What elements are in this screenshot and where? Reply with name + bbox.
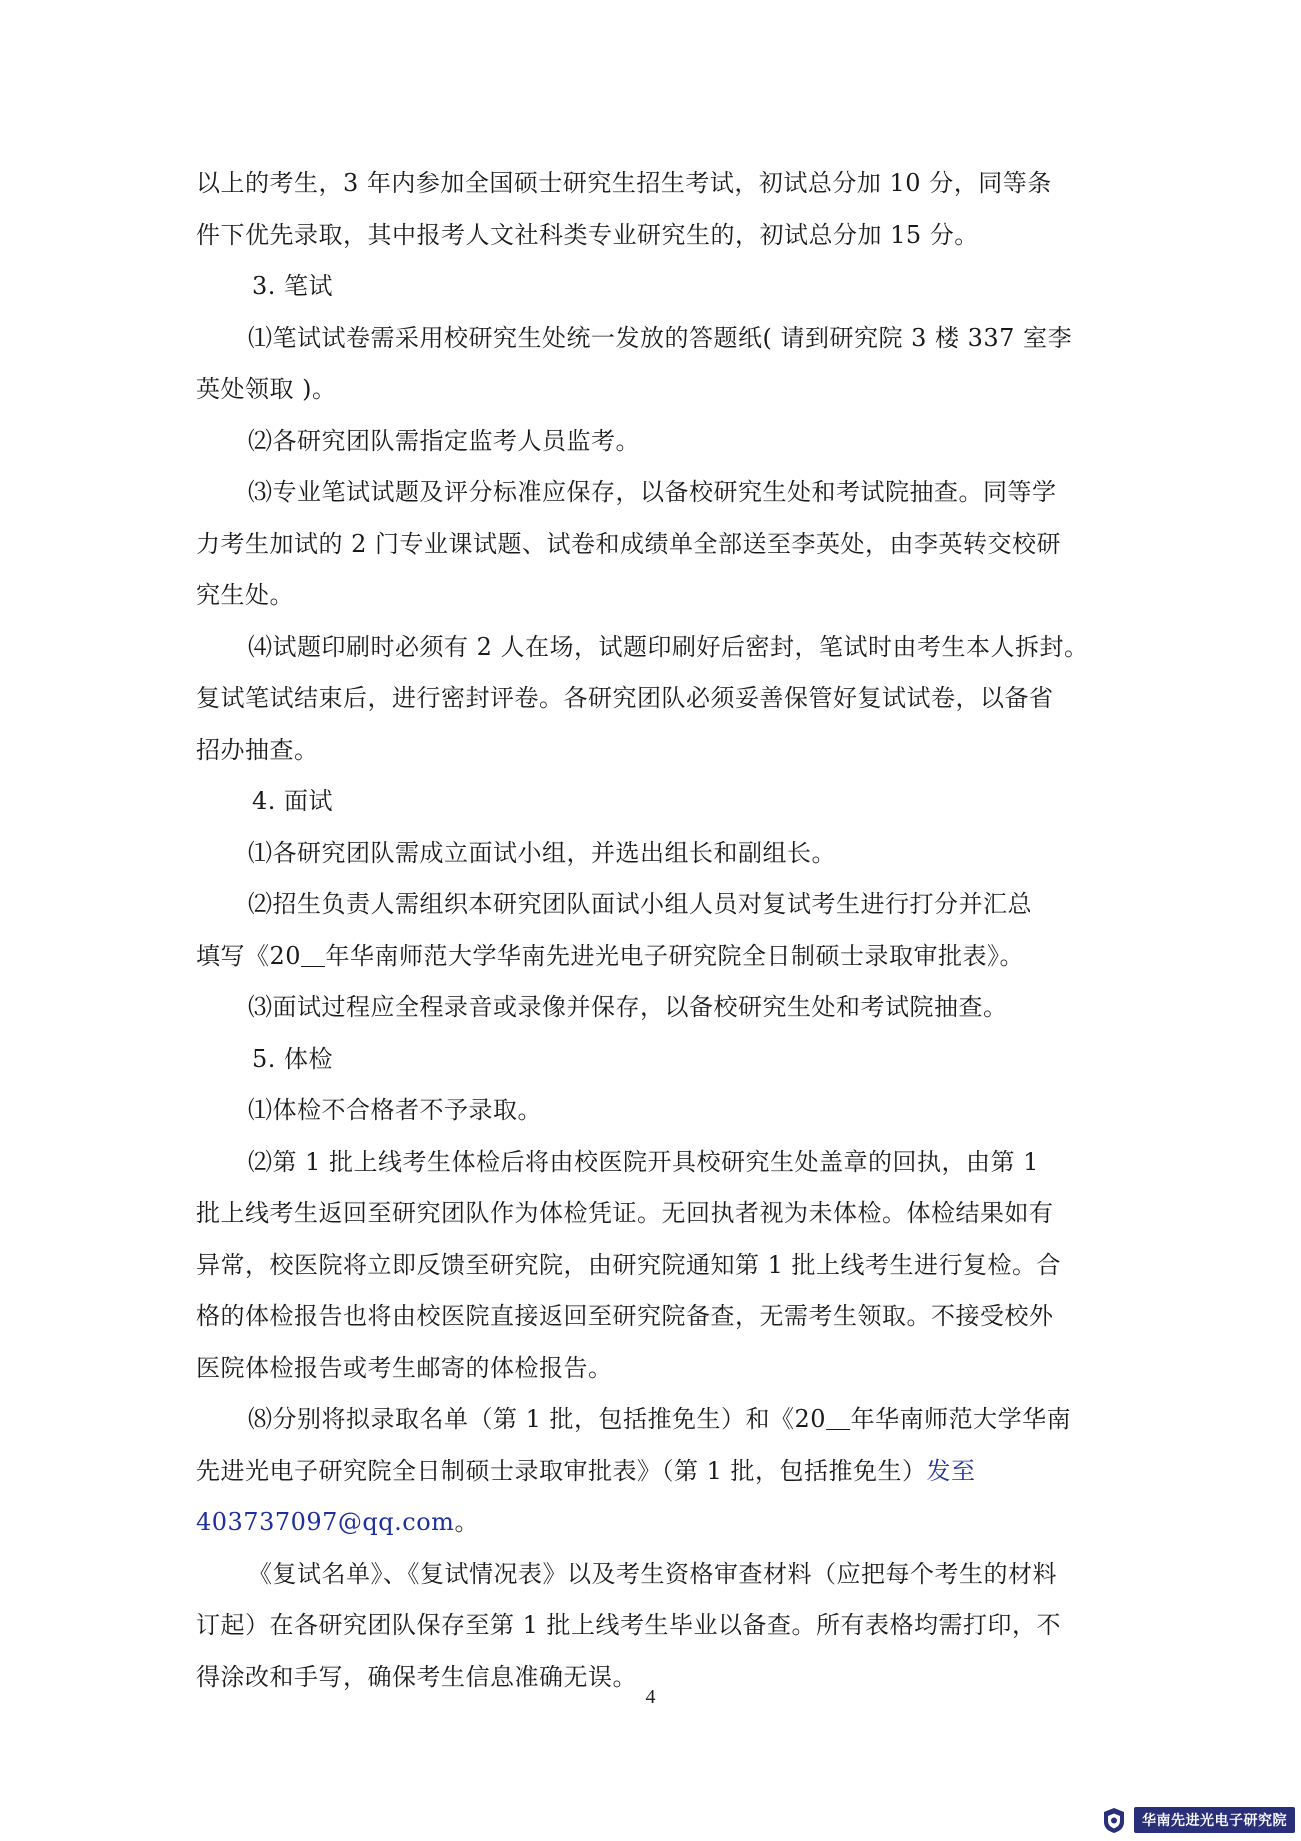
text-line bbox=[196, 261, 1106, 313]
text-line bbox=[196, 210, 1106, 262]
line-text: ⑵各研究团队需指定监考人员监考。 bbox=[248, 426, 640, 455]
institute-logo-icon bbox=[1100, 1806, 1128, 1834]
line-tail: 。 bbox=[454, 1508, 479, 1536]
page-number: 4 bbox=[645, 1686, 656, 1708]
text-line bbox=[196, 982, 1106, 1034]
text-line bbox=[196, 1394, 1106, 1446]
line-text: ⑶专业笔试试题及评分标准应保存，以备校研究生处和考试院抽查。同等学 bbox=[248, 478, 1057, 506]
text-line bbox=[196, 725, 1106, 777]
line-text: ⑻分别将拟录取名单（第 1 批，包括推免生）和《20＿年华南师范大学华南 bbox=[248, 1405, 1072, 1433]
line-text: 件下优先录取，其中报考人文社科类专业研究生的，初试总分加 15 分。 bbox=[196, 220, 979, 249]
text-line bbox=[196, 1034, 1106, 1086]
line-text: 以上的考生，3 年内参加全国硕士研究生招生考试，初试总分加 10 分，同等条 bbox=[196, 169, 1052, 197]
line-text: ⑴体检不合格者不予录取。 bbox=[248, 1096, 542, 1124]
line-text: 格的体检报告也将由校医院直接返回至研究院备查，无需考生领取。不接受校外 bbox=[196, 1302, 1054, 1330]
text-line bbox=[196, 931, 1106, 983]
text-line bbox=[196, 1343, 1106, 1395]
text-line bbox=[196, 1446, 1106, 1498]
line-text: ⑴笔试试卷需采用校研究生处统一发放的答题纸( 请到研究院 3 楼 337 室李 bbox=[248, 323, 1073, 352]
email-link[interactable]: 403737097@qq.com bbox=[196, 1508, 455, 1536]
text-line bbox=[196, 1600, 1106, 1652]
text-line bbox=[196, 673, 1106, 725]
text-line bbox=[196, 416, 1106, 468]
line-text: 3. 笔试 bbox=[252, 272, 334, 300]
line-text: 复试笔试结束后，进行密封评卷。各研究团队必须妥善保管好复试试卷，以备省 bbox=[196, 684, 1054, 712]
text-line bbox=[196, 622, 1106, 674]
text-line bbox=[196, 1188, 1106, 1240]
line-text: 订起）在各研究团队保存至第 1 批上线考生毕业以备查。所有表格均需打印，不 bbox=[196, 1611, 1062, 1639]
line-text: 究生处。 bbox=[196, 581, 294, 609]
text-line bbox=[196, 364, 1106, 416]
line-text: ⑵第 1 批上线考生体检后将由校医院开具校研究生处盖章的回执，由第 1 bbox=[248, 1147, 1039, 1176]
line-text: 批上线考生返回至研究团队作为体检凭证。无回执者视为未体检。体检结果如有 bbox=[196, 1199, 1054, 1227]
text-line bbox=[196, 1240, 1106, 1292]
email-link-prefix[interactable]: 发至 bbox=[926, 1456, 976, 1485]
text-line bbox=[196, 879, 1106, 931]
text-line bbox=[196, 158, 1106, 210]
line-text: 填写《20＿年华南师范大学华南先进光电子研究院全日制硕士录取审批表》。 bbox=[196, 941, 1025, 970]
line-text: 4. 面试 bbox=[252, 787, 334, 815]
text-line bbox=[196, 776, 1106, 828]
text-line bbox=[196, 519, 1106, 571]
line-text: 力考生加试的 2 门专业课试题、试卷和成绩单全部送至李英处，由李英转交校研 bbox=[196, 529, 1062, 558]
text-line bbox=[196, 1085, 1106, 1137]
line-text: 5. 体检 bbox=[252, 1044, 334, 1073]
line-text: 医院体检报告或考生邮寄的体检报告。 bbox=[196, 1353, 613, 1382]
line-text: ⑶面试过程应全程录音或录像并保存，以备校研究生处和考试院抽查。 bbox=[248, 993, 1008, 1021]
body-text bbox=[196, 158, 1106, 1703]
line-text: 先进光电子研究院全日制硕士录取审批表》（第 1 批，包括推免生） bbox=[196, 1456, 927, 1485]
text-line bbox=[196, 1549, 1106, 1601]
line-text: 《复试名单》、《复试情况表》以及考生资格审查材料（应把每个考生的材料 bbox=[248, 1559, 1057, 1588]
line-text: 异常，校医院将立即反馈至研究院，由研究院通知第 1 批上线考生进行复检。合 bbox=[196, 1250, 1062, 1279]
footer-logo-text: 华南先进光电子研究院 bbox=[1134, 1807, 1295, 1833]
line-text: ⑵招生负责人需组织本研究团队面试小组人员对复试考生进行打分并汇总 bbox=[248, 890, 1032, 918]
line-text: ⑴各研究团队需成立面试小组，并选出组长和副组长。 bbox=[248, 838, 836, 867]
text-line bbox=[196, 1497, 1106, 1549]
text-line bbox=[196, 570, 1106, 622]
footer-logo bbox=[1100, 1805, 1295, 1835]
text-line bbox=[196, 467, 1106, 519]
line-text: 英处领取 )。 bbox=[196, 375, 337, 403]
text-line bbox=[196, 828, 1106, 880]
line-text: ⑷试题印刷时必须有 2 人在场，试题印刷好后密封，笔试时由考生本人拆封。 bbox=[248, 632, 1089, 661]
line-text: 得涂改和手写，确保考生信息准确无误。 bbox=[196, 1662, 637, 1691]
text-line bbox=[196, 1137, 1106, 1189]
line-text: 招办抽查。 bbox=[196, 735, 319, 764]
text-line bbox=[196, 1291, 1106, 1343]
text-line bbox=[196, 313, 1106, 365]
